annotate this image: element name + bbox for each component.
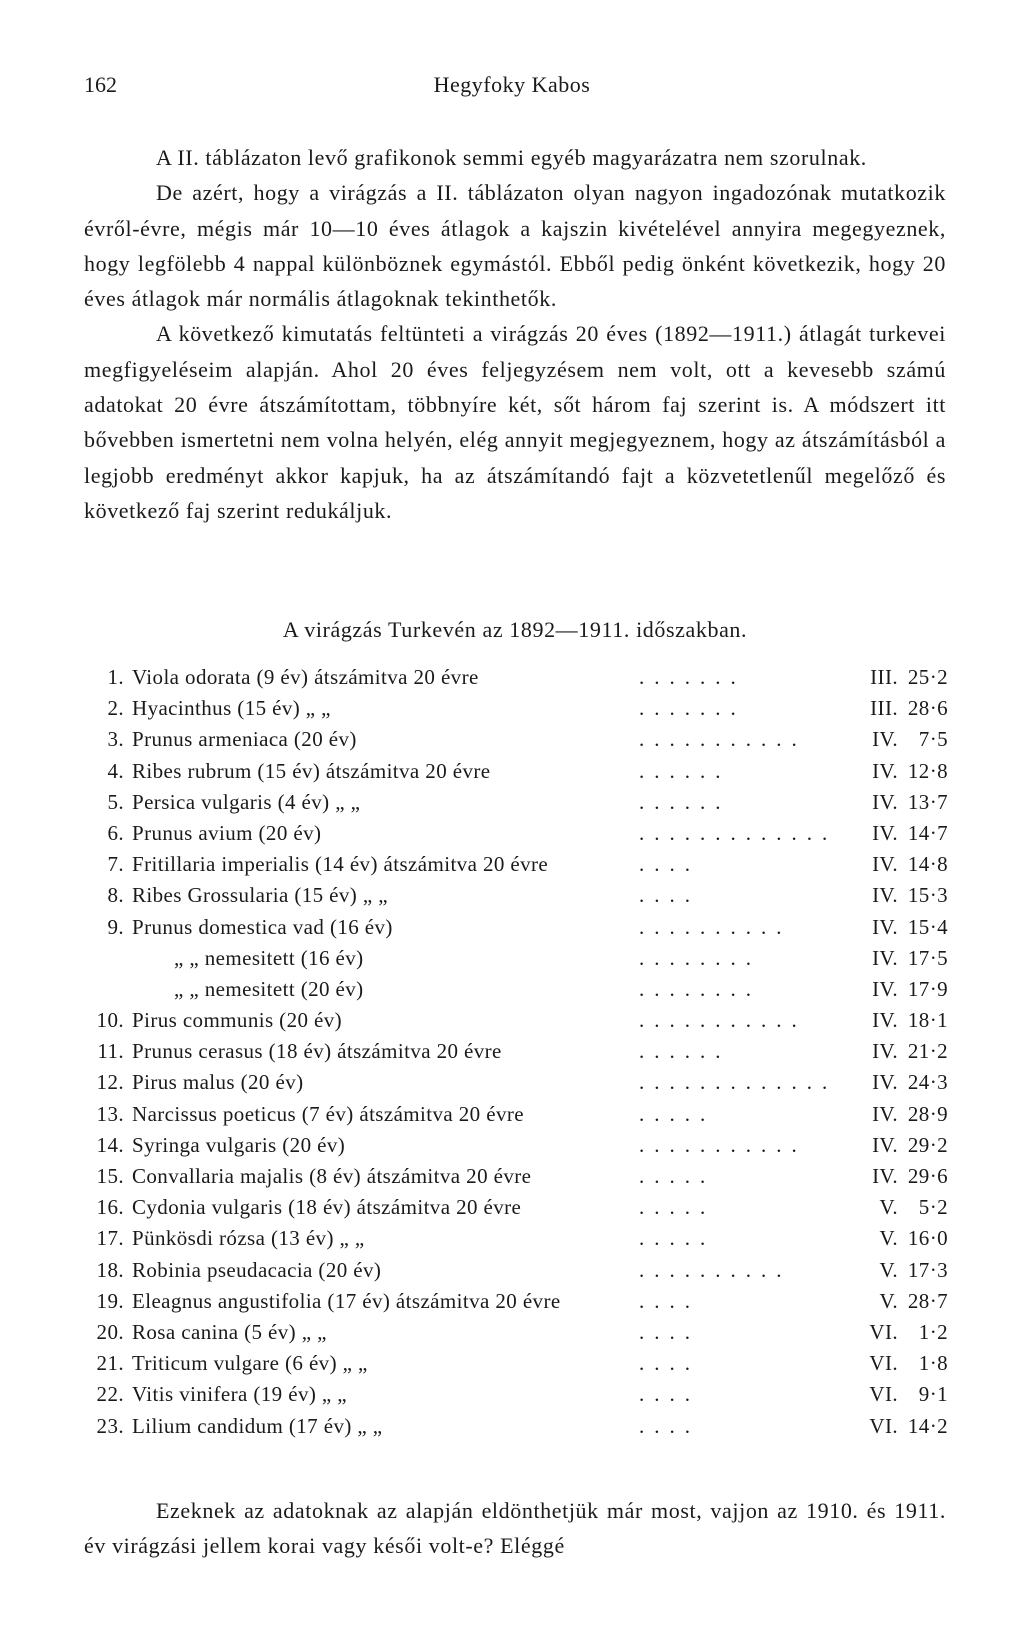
row-day: 1·2 [918,1319,948,1344]
row-leader-dots: ............. [639,820,838,845]
row-number: 11. [97,1039,124,1064]
row-leader-dots: ..... [639,1164,716,1188]
row-leader-dots: ..... [639,1101,716,1126]
row-description: Convallaria majalis (8 év) átszámitva 20 évre [132,1164,532,1188]
row-description: Robinia pseudacacia (20 év) [132,1257,382,1282]
row-leader-dots: ...... [639,758,731,783]
row-description: Eleagnus angustifolia (17 év) átszámitva 20 évre [132,1288,561,1313]
row-number: 9. [107,914,124,939]
row-day: 13·7 [907,789,948,814]
row-leader-dots: ........... [639,1132,807,1157]
paragraph-3: A következő kimutatás feltünteti a virágzás 20 éves (1892—1911.) átlagát turkevei megfigyeléseim alapján. Ahol 20 éves feljegyzésem nem volt, ott a kevesebb számú adatokat 20 évre átszámítottam, többnyíre két, sőt három faj szerint is. A módszert itt bővebben ismertetni nem volna helyén, elég annyit megjegyeznem, hogy az átszámításból a legjobb eredményt akkor kapjuk, ha az átszámítandó fajt a közvetetlenűl megelőző és következő faj szerint redukáljuk. [84,321,946,523]
row-number: 17. [96,1226,124,1251]
table-row [84,662,946,693]
table-row [84,1286,946,1317]
row-leader-dots: ............. [639,1070,838,1095]
row-day: 29·6 [907,1164,948,1188]
row-month: III. [870,696,898,721]
row-number: 16. [96,1195,124,1220]
row-day: 7·5 [918,727,948,752]
row-month: V. [879,1195,898,1220]
row-month: IV. [872,789,898,814]
row-day: 25·2 [907,665,948,689]
row-leader-dots: ....... [639,696,746,721]
row-month: VI. [869,1319,898,1344]
row-day: 15·3 [907,883,948,908]
table-row [84,880,946,911]
row-leader-dots: ....... [639,665,746,689]
row-day: 14·7 [907,820,948,845]
row-leader-dots: ..... [639,1226,716,1251]
row-day: 9·1 [918,1382,948,1407]
row-description: Lilium candidum (17 év) „ „ [132,1413,383,1438]
row-number: 20. [96,1319,124,1344]
table-row [84,1036,946,1067]
row-month: IV. [872,945,898,970]
row-description: Prunus domestica vad (16 év) [132,914,393,939]
row-month: VI. [869,1351,898,1376]
table-row [84,943,946,974]
row-month: IV. [872,1070,898,1095]
row-leader-dots: ........... [639,1008,807,1033]
row-description: Triticum vulgare (6 év) „ „ [132,1351,368,1376]
table-row [84,756,946,787]
row-description: „ „ nemesitett (20 év) [174,976,364,1001]
row-month: V. [879,1288,898,1313]
row-number: 6. [107,820,124,845]
paragraph-2: De azért, hogy a virágzás a II. táblázaton olyan nagyon ingadozónak mutatkozik évről-évre, mégis már 10—10 éves átlagok a kajszin kivételével annyira megegyeznek, hogy legfölebb 4 nappal különböznek egymástól. Ebből pedig önként következik, hogy 20 éves átlagok már normális átlagoknak tekinthetők. [84,180,946,312]
row-number: 12. [96,1070,124,1095]
row-day: 28·6 [907,696,948,721]
row-leader-dots: ........... [639,727,807,752]
row-number: 3. [107,727,124,752]
table-row [84,1223,946,1254]
row-day: 17·3 [907,1257,948,1282]
flowering-table [84,662,946,1442]
row-leader-dots: .... [639,852,700,877]
table-row [84,1379,946,1410]
row-day: 12·8 [907,758,948,783]
row-month: IV. [872,883,898,908]
row-number: 8. [107,883,124,908]
paragraph-1: A II. táblázaton levő grafikonok semmi egyéb magyarázatra nem szorulnak. [156,145,867,170]
row-leader-dots: .... [639,1288,700,1313]
row-description: Prunus armeniaca (20 év) [132,727,357,752]
table-row [84,1130,946,1161]
row-month: IV. [872,727,898,752]
table-row [84,1317,946,1348]
row-day: 24·3 [907,1070,948,1095]
row-month: IV. [872,1008,898,1033]
row-leader-dots: .... [639,883,700,908]
row-number: 22. [96,1382,124,1407]
row-number: 14. [96,1132,124,1157]
body-text [84,140,946,528]
row-description: „ „ nemesitett (16 év) [174,945,364,970]
row-leader-dots: .......... [639,914,792,939]
row-month: IV. [872,914,898,939]
row-description: Viola odorata (9 év) átszámitva 20 évre [132,665,479,689]
running-title: Hegyfoky Kabos [433,72,591,97]
row-day: 17·9 [907,976,948,1001]
page-header [84,72,940,106]
row-day: 15·4 [907,914,948,939]
table-row [84,974,946,1005]
row-month: IV. [872,976,898,1001]
table-row [84,1005,946,1036]
page-number: 162 [84,72,117,97]
row-description: Fritillaria imperialis (14 év) átszámitva 20 évre [132,852,549,877]
row-month: V. [879,1257,898,1282]
table-row [84,1067,946,1098]
row-month: VI. [869,1413,898,1438]
row-leader-dots: .... [639,1319,700,1344]
row-month: IV. [872,758,898,783]
row-description: Prunus cerasus (18 év) átszámitva 20 évre [132,1039,502,1064]
row-number: 2. [107,696,124,721]
row-leader-dots: ..... [639,1195,716,1220]
row-leader-dots: .......... [639,1257,792,1282]
row-month: IV. [872,1101,898,1126]
table-row [84,849,946,880]
row-day: 21·2 [907,1039,948,1064]
row-month: IV. [872,1164,898,1188]
row-month: IV. [872,1132,898,1157]
row-day: 5·2 [918,1195,948,1220]
row-number: 15. [96,1164,124,1188]
row-leader-dots: .... [639,1382,700,1407]
row-number: 1. [107,665,124,689]
table-row [84,912,946,943]
table-row [84,1192,946,1223]
row-day: 29·2 [907,1132,948,1157]
row-day: 18·1 [907,1008,948,1033]
row-description: Hyacinthus (15 év) „ „ [132,696,331,721]
row-number: 5. [107,789,124,814]
row-month: V. [879,1226,898,1251]
row-month: III. [870,665,898,689]
row-leader-dots: ...... [639,789,731,814]
row-month: IV. [872,852,898,877]
row-number: 18. [96,1257,124,1282]
row-leader-dots: ...... [639,1039,731,1064]
table-row [84,1348,946,1379]
row-description: Syringa vulgaris (20 év) [132,1132,346,1157]
row-number: 7. [107,852,124,877]
row-day: 14·2 [907,1413,948,1438]
row-leader-dots: .... [639,1351,700,1376]
row-day: 17·5 [907,945,948,970]
row-number: 13. [96,1101,124,1126]
row-number: 21. [96,1351,124,1376]
row-number: 19. [96,1288,124,1313]
table-row [84,787,946,818]
row-description: Ribes Grossularia (15 év) „ „ [132,883,388,908]
row-description: Cydonia vulgaris (18 év) átszámitva 20 évre [132,1195,522,1220]
closing-paragraph: Ezeknek az adatoknak az alapján eldönthetjük már most, vajjon az 1910. és 1911. év virágzási jellem korai vagy késői volt-e? Eléggé [84,1498,946,1559]
table-row [84,693,946,724]
table-row [84,1255,946,1286]
row-description: Pünkösdi rózsa (13 év) „ „ [132,1226,365,1251]
table-row [84,1099,946,1130]
row-description: Ribes rubrum (15 év) átszámitva 20 évre [132,758,491,783]
row-day: 14·8 [907,852,948,877]
table-row [84,724,946,755]
row-month: VI. [869,1382,898,1407]
table-row [84,1161,946,1192]
row-description: Pirus communis (20 év) [132,1008,343,1033]
row-description: Vitis vinifera (19 év) „ „ [132,1382,347,1407]
row-description: Narcissus poeticus (7 év) átszámitva 20 évre [132,1101,524,1126]
row-description: Persica vulgaris (4 év) „ „ [132,789,361,814]
row-number: 23. [96,1413,124,1438]
row-leader-dots: ........ [639,976,761,1001]
row-month: IV. [872,820,898,845]
table-row [84,1411,946,1442]
row-leader-dots: ........ [639,945,761,970]
row-day: 1·8 [918,1351,948,1376]
table-title: A virágzás Turkevén az 1892—1911. időszakban. [282,617,748,642]
row-description: Pirus malus (20 év) [132,1070,304,1095]
row-description: Prunus avium (20 év) [132,820,322,845]
row-leader-dots: .... [639,1413,700,1438]
table-row [84,818,946,849]
row-number: 10. [96,1008,124,1033]
row-day: 28·7 [907,1288,948,1313]
row-month: IV. [872,1039,898,1064]
row-day: 28·9 [907,1101,948,1126]
row-day: 16·0 [907,1226,948,1251]
row-number: 4. [107,758,124,783]
row-description: Rosa canina (5 év) „ „ [132,1319,327,1344]
